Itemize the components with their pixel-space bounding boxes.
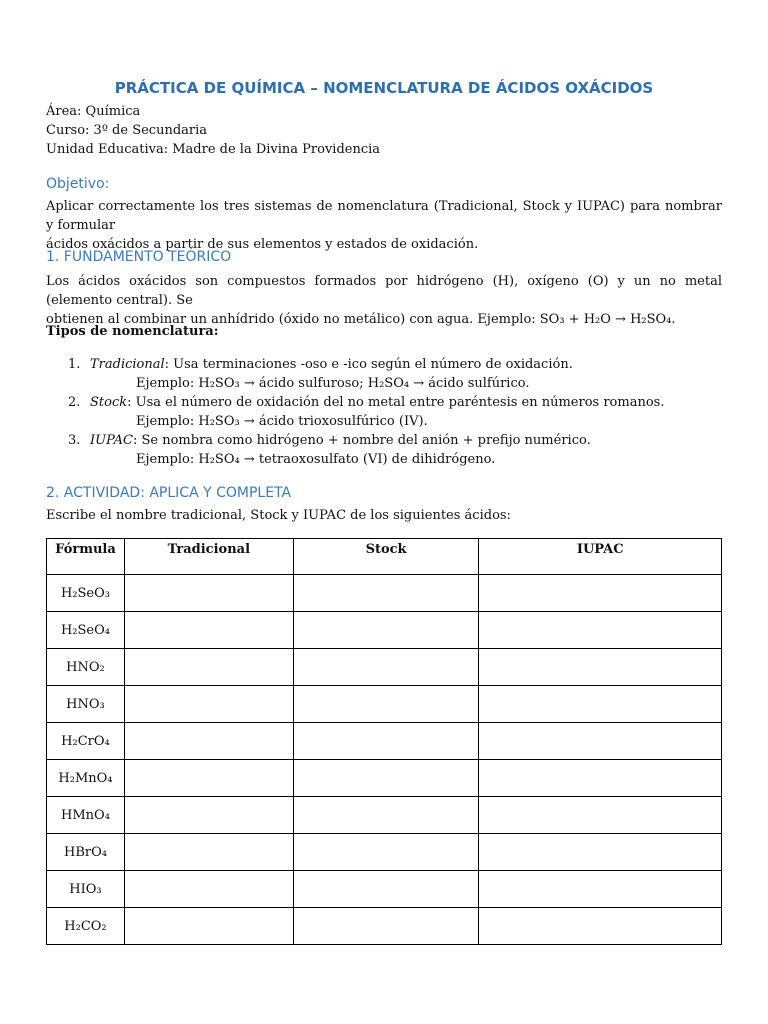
- table-row: [47, 760, 722, 797]
- iupac-answer-cell[interactable]: [479, 575, 722, 612]
- table-row: [47, 871, 722, 908]
- formula-cell: H₂SeO₃: [47, 575, 125, 612]
- unidad-line: Unidad Educativa: Madre de la Divina Providencia: [46, 142, 381, 157]
- tradicional-answer-cell[interactable]: [124, 871, 293, 908]
- iupac-answer-cell[interactable]: [479, 834, 722, 871]
- tipo-description: : Usa terminaciones -oso e -ico según el número de oxidación.: [164, 357, 573, 372]
- stock-answer-cell[interactable]: [293, 723, 479, 760]
- area-line: Área: Química: [46, 104, 141, 119]
- fundamento-heading: 1. FUNDAMENTO TEÓRICO: [46, 249, 232, 265]
- iupac-answer-cell[interactable]: [479, 612, 722, 649]
- stock-answer-cell[interactable]: [293, 612, 479, 649]
- stock-answer-cell[interactable]: [293, 871, 479, 908]
- table-row: [47, 834, 722, 871]
- fundamento-paragraph: [46, 272, 722, 329]
- table-header-row: [47, 539, 722, 575]
- fundamento-line-2: obtienen al combinar un anhídrido (óxido no metálico) con agua. Ejemplo: SO₃ + H₂O → H₂SO₄.: [46, 312, 676, 327]
- formula-cell: HMnO₄: [47, 797, 125, 834]
- formula-cell: HBrO₄: [47, 834, 125, 871]
- tipo-number: 1.: [68, 357, 81, 372]
- document-title: PRÁCTICA DE QUÍMICA – NOMENCLATURA DE ÁCIDOS OXÁCIDOS: [114, 79, 654, 97]
- iupac-answer-cell[interactable]: [479, 723, 722, 760]
- curso-line: Curso: 3º de Secundaria: [46, 123, 208, 138]
- table-row: [47, 797, 722, 834]
- tipo-description: : Usa el número de oxidación del no metal entre paréntesis en números romanos.: [127, 395, 665, 410]
- formula-cell: H₂SeO₄: [47, 612, 125, 649]
- table-row: [47, 649, 722, 686]
- table-row: [47, 908, 722, 945]
- stock-answer-cell[interactable]: [293, 834, 479, 871]
- tradicional-answer-cell[interactable]: [124, 575, 293, 612]
- tradicional-answer-cell[interactable]: [124, 612, 293, 649]
- formula-cell: H₂MnO₄: [47, 760, 125, 797]
- tipo-name: IUPAC: [90, 433, 133, 448]
- formula-cell: HIO₃: [47, 871, 125, 908]
- fundamento-line-1: Los ácidos oxácidos son compuestos formados por hidrógeno (H), oxígeno (O) y un no metal (elemento central). Se: [46, 274, 722, 308]
- column-header-formula: Fórmula: [47, 539, 125, 575]
- tradicional-answer-cell[interactable]: [124, 908, 293, 945]
- column-header-tradicional: Tradicional: [124, 539, 293, 575]
- iupac-answer-cell[interactable]: [479, 649, 722, 686]
- objetivo-line-2: ácidos oxácidos a partir de sus elementos y estados de oxidación.: [46, 237, 479, 252]
- objetivo-line-1: Aplicar correctamente los tres sistemas de nomenclatura (Tradicional, Stock y IUPAC) para nombrar y formular: [46, 199, 722, 233]
- objetivo-heading: Objetivo:: [46, 176, 110, 192]
- stock-answer-cell[interactable]: [293, 686, 479, 723]
- tipo-example-iupac: Ejemplo: H₂SO₄ → tetraoxosulfato (VI) de dihidrógeno.: [136, 452, 496, 467]
- actividad-heading: 2. ACTIVIDAD: APLICA Y COMPLETA: [46, 485, 292, 501]
- tradicional-answer-cell[interactable]: [124, 649, 293, 686]
- formula-cell: HNO₃: [47, 686, 125, 723]
- tipo-description: : Se nombra como hidrógeno + nombre del anión + prefijo numérico.: [132, 433, 591, 448]
- tradicional-answer-cell[interactable]: [124, 686, 293, 723]
- formula-cell: HNO₂: [47, 649, 125, 686]
- table-row: [47, 612, 722, 649]
- acids-table: [46, 538, 722, 945]
- tipo-number: 2.: [68, 395, 81, 410]
- objetivo-paragraph: [46, 197, 722, 254]
- stock-answer-cell[interactable]: [293, 908, 479, 945]
- iupac-answer-cell[interactable]: [479, 908, 722, 945]
- stock-answer-cell[interactable]: [293, 649, 479, 686]
- column-header-stock: Stock: [293, 539, 479, 575]
- column-header-iupac: IUPAC: [479, 539, 722, 575]
- iupac-answer-cell[interactable]: [479, 686, 722, 723]
- tipo-example-tradicional: Ejemplo: H₂SO₃ → ácido sulfuroso; H₂SO₄ → ácido sulfúrico.: [136, 376, 530, 391]
- stock-answer-cell[interactable]: [293, 575, 479, 612]
- tipos-heading: Tipos de nomenclatura:: [46, 324, 219, 339]
- iupac-answer-cell[interactable]: [479, 871, 722, 908]
- stock-answer-cell[interactable]: [293, 760, 479, 797]
- tipo-name: Tradicional: [90, 357, 165, 372]
- tradicional-answer-cell[interactable]: [124, 797, 293, 834]
- tradicional-answer-cell[interactable]: [124, 760, 293, 797]
- tradicional-answer-cell[interactable]: [124, 723, 293, 760]
- tradicional-answer-cell[interactable]: [124, 834, 293, 871]
- table-row: [47, 723, 722, 760]
- tipo-number: 3.: [68, 433, 81, 448]
- tipo-example-stock: Ejemplo: H₂SO₃ → ácido trioxosulfúrico (IV).: [136, 414, 428, 429]
- formula-cell: H₂CrO₄: [47, 723, 125, 760]
- table-row: [47, 686, 722, 723]
- iupac-answer-cell[interactable]: [479, 797, 722, 834]
- iupac-answer-cell[interactable]: [479, 760, 722, 797]
- tipo-name: Stock: [90, 395, 128, 410]
- stock-answer-cell[interactable]: [293, 797, 479, 834]
- table-row: [47, 575, 722, 612]
- actividad-instruction: Escribe el nombre tradicional, Stock y IUPAC de los siguientes ácidos:: [46, 508, 511, 523]
- formula-cell: H₂CO₂: [47, 908, 125, 945]
